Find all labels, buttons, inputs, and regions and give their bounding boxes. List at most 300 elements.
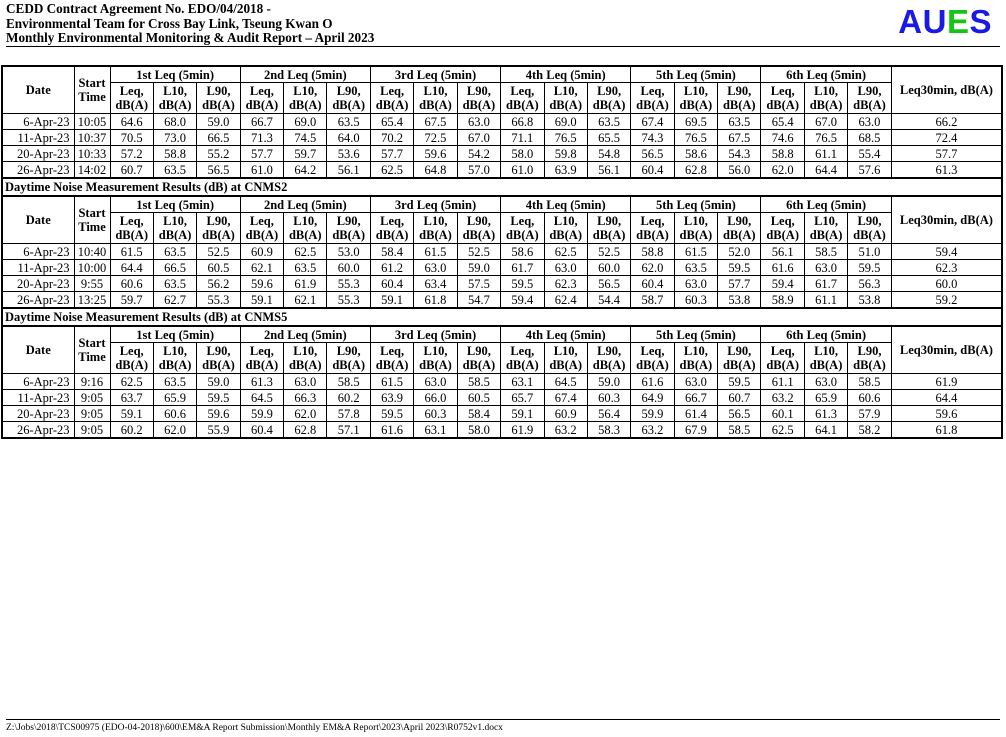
cell-value: 59.4 <box>501 292 544 309</box>
cell-value: 65.5 <box>587 130 630 146</box>
cell-value: 66.3 <box>284 390 327 406</box>
cell-value: 59.4 <box>761 276 804 292</box>
col-header-sub: L90, dB(A) <box>197 343 240 374</box>
cell-value: 60.1 <box>761 406 804 422</box>
cell-leq30: 57.7 <box>891 146 1002 162</box>
col-header-sub: Leq, dB(A) <box>370 343 413 374</box>
cell-value: 57.8 <box>327 406 370 422</box>
section-title-row <box>2 308 1002 326</box>
cell-value: 60.3 <box>587 390 630 406</box>
cell-value: 74.3 <box>631 130 674 146</box>
cell-value: 72.5 <box>414 130 457 146</box>
cell-value: 56.2 <box>197 276 240 292</box>
cell-value: 59.8 <box>544 146 587 162</box>
col-header-sub: Leq, dB(A) <box>761 83 804 114</box>
cell-value: 62.0 <box>284 406 327 422</box>
footer-file-path: Z:\Jobs\2018\TCS00975 (EDO-04-2018)\600\EM&A Report Submission\Monthly EM&A Report\2023\April 2023\R0752v1.docx <box>6 723 503 733</box>
col-header-sub: L90, dB(A) <box>327 213 370 244</box>
cell-leq30: 61.3 <box>891 162 1002 179</box>
cell-value: 57.6 <box>848 162 891 179</box>
col-header-group: 2nd Leq (5min) <box>240 326 370 343</box>
cell-value: 59.6 <box>197 406 240 422</box>
cell-value: 52.5 <box>197 244 240 260</box>
cell-value: 59.9 <box>240 406 283 422</box>
col-header-sub: Leq, dB(A) <box>110 343 153 374</box>
cell-value: 61.5 <box>370 374 413 390</box>
cell-value: 69.0 <box>284 114 327 130</box>
cell-value: 60.3 <box>674 292 717 309</box>
cell-leq30: 61.8 <box>891 422 1002 439</box>
cell-value: 66.8 <box>501 114 544 130</box>
col-header-leq30: Leq30min, dB(A) <box>891 196 1002 244</box>
cell-value: 55.3 <box>197 292 240 309</box>
table-row <box>2 406 1002 422</box>
cell-value: 63.0 <box>674 276 717 292</box>
cell-date: 6-Apr-23 <box>2 114 74 130</box>
cell-value: 68.0 <box>153 114 196 130</box>
cell-value: 62.5 <box>110 374 153 390</box>
cell-value: 70.2 <box>370 130 413 146</box>
cell-value: 63.2 <box>631 422 674 439</box>
cell-value: 61.7 <box>804 276 847 292</box>
table-row <box>2 244 1002 260</box>
cell-start-time: 10:00 <box>74 260 110 276</box>
cell-value: 63.5 <box>153 162 196 179</box>
cell-value: 63.5 <box>718 114 761 130</box>
cell-value: 61.9 <box>284 276 327 292</box>
header-divider <box>6 46 1000 47</box>
cell-value: 67.0 <box>457 130 500 146</box>
cell-value: 63.5 <box>587 114 630 130</box>
cell-value: 58.4 <box>457 406 500 422</box>
section-title: Daytime Noise Measurement Results (dB) at CNMS5 <box>2 308 1002 326</box>
cell-value: 58.0 <box>457 422 500 439</box>
cell-value: 55.9 <box>197 422 240 439</box>
col-header-sub: L10, dB(A) <box>804 343 847 374</box>
cell-value: 64.5 <box>544 374 587 390</box>
col-header-sub: L10, dB(A) <box>414 213 457 244</box>
col-header-sub: L10, dB(A) <box>284 213 327 244</box>
col-header-group: 5th Leq (5min) <box>631 66 761 83</box>
cell-value: 58.3 <box>587 422 630 439</box>
cell-value: 62.5 <box>544 244 587 260</box>
cell-value: 60.5 <box>457 390 500 406</box>
page-header <box>6 2 1000 46</box>
cell-value: 63.5 <box>153 244 196 260</box>
cell-value: 57.7 <box>370 146 413 162</box>
cell-value: 53.0 <box>327 244 370 260</box>
cell-value: 58.8 <box>631 244 674 260</box>
cell-value: 59.5 <box>370 406 413 422</box>
cell-value: 63.4 <box>414 276 457 292</box>
cell-value: 60.6 <box>110 276 153 292</box>
cell-date: 11-Apr-23 <box>2 390 74 406</box>
cell-value: 64.6 <box>110 114 153 130</box>
col-header-sub: L10, dB(A) <box>544 213 587 244</box>
col-header-sub: L90, dB(A) <box>718 343 761 374</box>
cell-value: 71.3 <box>240 130 283 146</box>
section-title-row <box>2 178 1002 196</box>
col-header-group: 2nd Leq (5min) <box>240 196 370 213</box>
cell-value: 65.9 <box>804 390 847 406</box>
cell-value: 65.7 <box>501 390 544 406</box>
col-header-sub: Leq, dB(A) <box>240 343 283 374</box>
cell-value: 57.5 <box>457 276 500 292</box>
cell-value: 70.5 <box>110 130 153 146</box>
cell-value: 64.8 <box>414 162 457 179</box>
cell-value: 61.8 <box>414 292 457 309</box>
cell-value: 59.5 <box>718 374 761 390</box>
cell-value: 59.0 <box>197 374 240 390</box>
col-header-group: 3rd Leq (5min) <box>370 66 500 83</box>
col-header-sub: L10, dB(A) <box>804 213 847 244</box>
cell-value: 74.5 <box>284 130 327 146</box>
cell-value: 59.1 <box>110 406 153 422</box>
table-row <box>2 260 1002 276</box>
cell-value: 64.4 <box>804 162 847 179</box>
col-header-date: Date <box>2 196 74 244</box>
cell-value: 58.5 <box>804 244 847 260</box>
cell-value: 68.5 <box>848 130 891 146</box>
cell-value: 60.4 <box>370 276 413 292</box>
logo-part-au: AU <box>898 3 947 40</box>
cell-value: 61.9 <box>501 422 544 439</box>
col-header-sub: L10, dB(A) <box>544 343 587 374</box>
cell-value: 56.5 <box>197 162 240 179</box>
col-header-sub: L90, dB(A) <box>718 213 761 244</box>
cell-date: 11-Apr-23 <box>2 130 74 146</box>
header-row-sub <box>2 213 1002 244</box>
cell-value: 56.1 <box>587 162 630 179</box>
cell-value: 63.0 <box>804 260 847 276</box>
cell-value: 62.3 <box>544 276 587 292</box>
header-row-sub <box>2 83 1002 114</box>
cell-value: 63.0 <box>457 114 500 130</box>
cell-value: 67.4 <box>544 390 587 406</box>
cell-value: 59.0 <box>587 374 630 390</box>
col-header-sub: L10, dB(A) <box>674 83 717 114</box>
cell-start-time: 9:55 <box>74 276 110 292</box>
col-header-sub: L10, dB(A) <box>153 83 196 114</box>
cell-value: 60.2 <box>327 390 370 406</box>
cell-date: 20-Apr-23 <box>2 146 74 162</box>
cell-value: 57.2 <box>110 146 153 162</box>
cell-value: 59.1 <box>370 292 413 309</box>
cell-value: 63.9 <box>370 390 413 406</box>
cell-value: 64.5 <box>240 390 283 406</box>
cell-value: 58.5 <box>848 374 891 390</box>
cell-value: 61.5 <box>674 244 717 260</box>
cell-value: 66.5 <box>153 260 196 276</box>
cell-value: 56.1 <box>761 244 804 260</box>
cell-value: 61.6 <box>631 374 674 390</box>
cell-value: 64.0 <box>327 130 370 146</box>
cell-value: 54.8 <box>587 146 630 162</box>
header-row-groups <box>2 326 1002 343</box>
cell-value: 62.0 <box>761 162 804 179</box>
cell-value: 74.6 <box>761 130 804 146</box>
col-header-sub: L10, dB(A) <box>284 343 327 374</box>
cell-value: 55.2 <box>197 146 240 162</box>
cell-value: 55.3 <box>327 276 370 292</box>
col-header-sub: Leq, dB(A) <box>110 213 153 244</box>
footer-divider <box>6 719 1000 720</box>
cell-value: 61.1 <box>804 292 847 309</box>
cell-value: 61.1 <box>761 374 804 390</box>
table-row <box>2 422 1002 439</box>
cell-value: 67.4 <box>631 114 674 130</box>
cell-date: 20-Apr-23 <box>2 276 74 292</box>
cell-value: 58.6 <box>674 146 717 162</box>
table-row <box>2 276 1002 292</box>
col-header-sub: L90, dB(A) <box>327 83 370 114</box>
col-header-group: 6th Leq (5min) <box>761 196 891 213</box>
col-header-sub: Leq, dB(A) <box>240 213 283 244</box>
cell-value: 62.4 <box>544 292 587 309</box>
cell-value: 60.9 <box>544 406 587 422</box>
cell-value: 61.3 <box>240 374 283 390</box>
cell-value: 60.5 <box>197 260 240 276</box>
col-header-sub: L90, dB(A) <box>457 343 500 374</box>
cell-value: 63.5 <box>674 260 717 276</box>
cell-value: 52.5 <box>457 244 500 260</box>
cell-value: 60.4 <box>631 276 674 292</box>
col-header-sub: L90, dB(A) <box>848 83 891 114</box>
cell-value: 62.5 <box>761 422 804 439</box>
col-header-sub: Leq, dB(A) <box>761 343 804 374</box>
col-header-leq30: Leq30min, dB(A) <box>891 326 1002 374</box>
cell-value: 60.4 <box>240 422 283 439</box>
cell-date: 26-Apr-23 <box>2 292 74 309</box>
col-header-group: 3rd Leq (5min) <box>370 196 500 213</box>
cell-value: 56.5 <box>718 406 761 422</box>
col-header-start-time: Start Time <box>74 326 110 374</box>
col-header-sub: Leq, dB(A) <box>501 213 544 244</box>
cell-value: 60.2 <box>110 422 153 439</box>
cell-value: 62.5 <box>370 162 413 179</box>
cell-value: 61.3 <box>804 406 847 422</box>
col-header-sub: L10, dB(A) <box>674 213 717 244</box>
aues-logo <box>898 4 992 40</box>
col-header-sub: L10, dB(A) <box>674 343 717 374</box>
cell-value: 66.7 <box>240 114 283 130</box>
cell-value: 57.7 <box>718 276 761 292</box>
cell-leq30: 60.0 <box>891 276 1002 292</box>
cell-value: 58.8 <box>153 146 196 162</box>
cell-value: 55.3 <box>327 292 370 309</box>
cell-value: 57.9 <box>848 406 891 422</box>
cell-value: 67.9 <box>674 422 717 439</box>
cell-value: 63.7 <box>110 390 153 406</box>
cell-start-time: 13:25 <box>74 292 110 309</box>
cell-value: 59.5 <box>718 260 761 276</box>
cell-value: 53.8 <box>848 292 891 309</box>
cell-value: 60.6 <box>153 406 196 422</box>
col-header-sub: Leq, dB(A) <box>240 83 283 114</box>
cell-value: 58.9 <box>761 292 804 309</box>
cell-start-time: 9:05 <box>74 422 110 439</box>
cell-date: 26-Apr-23 <box>2 162 74 179</box>
header-row-sub <box>2 343 1002 374</box>
col-header-group: 6th Leq (5min) <box>761 66 891 83</box>
cell-value: 67.5 <box>414 114 457 130</box>
cell-value: 59.1 <box>501 406 544 422</box>
cell-value: 62.5 <box>284 244 327 260</box>
cell-value: 56.0 <box>718 162 761 179</box>
cell-value: 53.8 <box>718 292 761 309</box>
cell-value: 65.9 <box>153 390 196 406</box>
cell-value: 58.5 <box>327 374 370 390</box>
header-title-block <box>6 2 374 46</box>
col-header-sub: L90, dB(A) <box>718 83 761 114</box>
cell-value: 71.1 <box>501 130 544 146</box>
col-header-sub: Leq, dB(A) <box>631 213 674 244</box>
col-header-group: 2nd Leq (5min) <box>240 66 370 83</box>
cell-value: 58.5 <box>718 422 761 439</box>
col-header-group: 4th Leq (5min) <box>501 326 631 343</box>
cell-start-time: 10:40 <box>74 244 110 260</box>
cell-leq30: 61.9 <box>891 374 1002 390</box>
logo-part-s: S <box>969 3 992 40</box>
header-row-groups <box>2 196 1002 213</box>
cell-leq30: 64.4 <box>891 390 1002 406</box>
cell-value: 66.0 <box>414 390 457 406</box>
col-header-group: 4th Leq (5min) <box>501 66 631 83</box>
cell-value: 57.7 <box>240 146 283 162</box>
cell-start-time: 9:05 <box>74 390 110 406</box>
col-header-sub: Leq, dB(A) <box>501 83 544 114</box>
col-header-sub: L90, dB(A) <box>587 213 630 244</box>
col-header-sub: Leq, dB(A) <box>370 83 413 114</box>
col-header-sub: L90, dB(A) <box>197 83 240 114</box>
col-header-date: Date <box>2 66 74 114</box>
cell-value: 73.0 <box>153 130 196 146</box>
col-header-start-time: Start Time <box>74 196 110 244</box>
cell-leq30: 72.4 <box>891 130 1002 146</box>
cell-value: 59.5 <box>848 260 891 276</box>
header-line-contract: CEDD Contract Agreement No. EDO/04/2018 - <box>6 1 271 16</box>
col-header-sub: L90, dB(A) <box>327 343 370 374</box>
col-header-start-time: Start Time <box>74 66 110 114</box>
table-row <box>2 130 1002 146</box>
cell-value: 61.5 <box>414 244 457 260</box>
table-row <box>2 390 1002 406</box>
col-header-group: 1st Leq (5min) <box>110 326 240 343</box>
cell-value: 59.7 <box>284 146 327 162</box>
cell-value: 62.7 <box>153 292 196 309</box>
cell-value: 63.0 <box>674 374 717 390</box>
cell-value: 61.7 <box>501 260 544 276</box>
table-row <box>2 292 1002 309</box>
cell-value: 62.8 <box>284 422 327 439</box>
cell-leq30: 59.4 <box>891 244 1002 260</box>
cell-value: 67.0 <box>804 114 847 130</box>
cell-value: 66.5 <box>197 130 240 146</box>
col-header-sub: L10, dB(A) <box>414 83 457 114</box>
cell-value: 58.7 <box>631 292 674 309</box>
cell-value: 63.0 <box>544 260 587 276</box>
cell-value: 63.2 <box>544 422 587 439</box>
cell-value: 62.0 <box>631 260 674 276</box>
cell-value: 59.0 <box>197 114 240 130</box>
cell-value: 61.6 <box>761 260 804 276</box>
cell-leq30: 62.3 <box>891 260 1002 276</box>
cell-value: 63.2 <box>761 390 804 406</box>
cell-value: 63.0 <box>804 374 847 390</box>
cell-value: 76.5 <box>674 130 717 146</box>
cell-value: 54.2 <box>457 146 500 162</box>
cell-value: 66.7 <box>674 390 717 406</box>
cell-value: 52.0 <box>718 244 761 260</box>
col-header-sub: L90, dB(A) <box>848 343 891 374</box>
cell-value: 62.0 <box>153 422 196 439</box>
col-header-sub: Leq, dB(A) <box>631 83 674 114</box>
cell-value: 58.4 <box>370 244 413 260</box>
cell-date: 11-Apr-23 <box>2 260 74 276</box>
col-header-sub: Leq, dB(A) <box>761 213 804 244</box>
cell-value: 57.1 <box>327 422 370 439</box>
cell-value: 59.6 <box>414 146 457 162</box>
cell-start-time: 9:16 <box>74 374 110 390</box>
col-header-sub: Leq, dB(A) <box>501 343 544 374</box>
col-header-sub: L90, dB(A) <box>587 83 630 114</box>
cell-value: 58.2 <box>848 422 891 439</box>
table-row <box>2 114 1002 130</box>
cell-value: 59.0 <box>457 260 500 276</box>
col-header-group: 1st Leq (5min) <box>110 66 240 83</box>
cell-value: 69.0 <box>544 114 587 130</box>
cell-leq30: 59.6 <box>891 406 1002 422</box>
cell-date: 6-Apr-23 <box>2 374 74 390</box>
cell-value: 55.4 <box>848 146 891 162</box>
cell-value: 60.0 <box>327 260 370 276</box>
cell-value: 61.0 <box>501 162 544 179</box>
header-line-report: Monthly Environmental Monitoring & Audit Report – April 2023 <box>6 30 375 45</box>
cell-value: 61.6 <box>370 422 413 439</box>
cell-value: 67.5 <box>718 130 761 146</box>
noise-table-body <box>2 66 1002 438</box>
cell-value: 58.0 <box>501 146 544 162</box>
table-row <box>2 162 1002 179</box>
cell-date: 20-Apr-23 <box>2 406 74 422</box>
cell-value: 59.7 <box>110 292 153 309</box>
cell-value: 63.0 <box>414 374 457 390</box>
col-header-sub: L90, dB(A) <box>197 213 240 244</box>
cell-value: 64.2 <box>284 162 327 179</box>
cell-value: 63.5 <box>327 114 370 130</box>
cell-value: 63.5 <box>284 260 327 276</box>
cell-value: 61.2 <box>370 260 413 276</box>
cell-value: 65.4 <box>370 114 413 130</box>
col-header-sub: L10, dB(A) <box>284 83 327 114</box>
cell-value: 61.1 <box>804 146 847 162</box>
cell-value: 56.4 <box>587 406 630 422</box>
cell-value: 61.5 <box>110 244 153 260</box>
cell-value: 62.1 <box>240 260 283 276</box>
cell-start-time: 14:02 <box>74 162 110 179</box>
cell-value: 63.9 <box>544 162 587 179</box>
cell-value: 60.9 <box>240 244 283 260</box>
cell-leq30: 66.2 <box>891 114 1002 130</box>
col-header-sub: L10, dB(A) <box>153 213 196 244</box>
cell-value: 69.5 <box>674 114 717 130</box>
header-line-team: Environmental Team for Cross Bay Link, Tseung Kwan O <box>6 15 333 31</box>
col-header-group: 5th Leq (5min) <box>631 326 761 343</box>
cell-value: 63.0 <box>414 260 457 276</box>
cell-leq30: 59.2 <box>891 292 1002 309</box>
cell-start-time: 10:37 <box>74 130 110 146</box>
col-header-group: 6th Leq (5min) <box>761 326 891 343</box>
